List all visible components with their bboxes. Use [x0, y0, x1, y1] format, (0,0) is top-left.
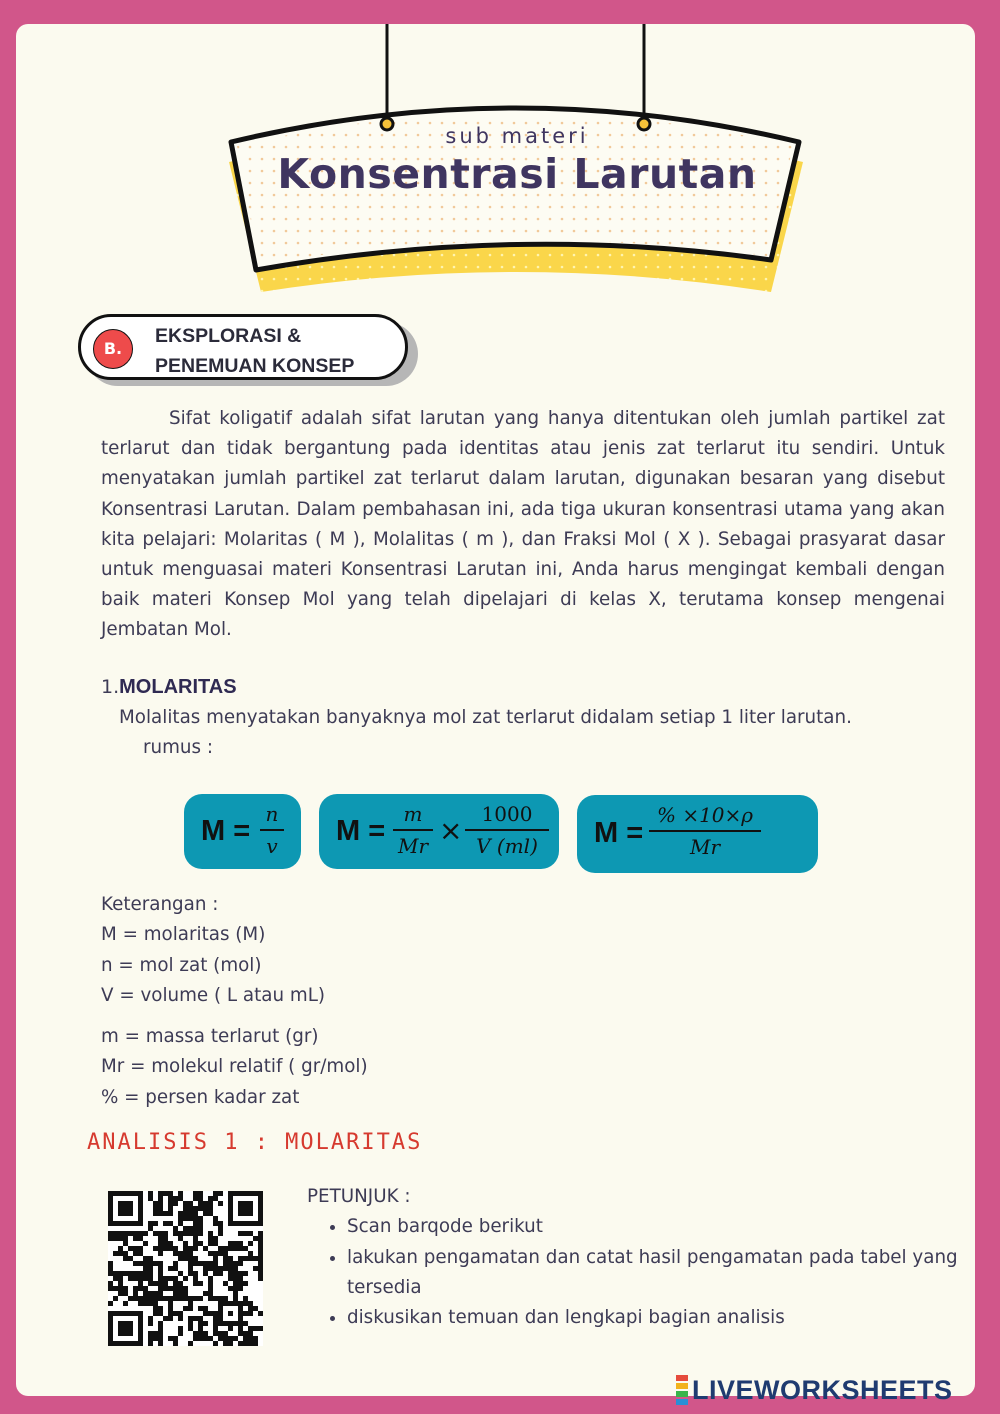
- keterangan-block-1: [101, 890, 325, 1012]
- qr-code-graphic: [108, 1191, 263, 1346]
- petunjuk-label: PETUNJUK :: [307, 1186, 411, 1207]
- qr-code[interactable]: [108, 1191, 263, 1346]
- analisis-title: ANALISIS 1 : MOLARITAS: [87, 1130, 423, 1155]
- section-title-line2: PENEMUAN KONSEP: [155, 355, 355, 377]
- list-item: • diskusikan temuan dan lengkapi bagian analisis: [347, 1303, 967, 1333]
- formula-3-denominator: Mr: [689, 835, 721, 859]
- formula-1-fraction: [260, 802, 284, 858]
- intro-paragraph: Sifat koligatif adalah sifat larutan yang hanya ditentukan oleh jumlah partikel zat terlarut dan tidak bergantung pada identitas atau jenis zat terlarut itu sendiri. Untuk menyatakan jumlah partikel zat terlarut dalam larutan, digunakan besaran yang disebut Konsentrasi Larutan. Dalam pembahasan ini, ada tiga ukuran konsentrasi utama yang akan kita pelajari: Molaritas ( M ), Molalitas ( m ), dan Fraksi Mol ( X ). Sebagai prasyarat dasar untuk menguasai materi Konsentrasi Larutan ini, Anda harus mengingat kembali dengan baik materi Konsep Mol yang telah dipelajari di kelas X, terutama konsep mengenai Jembatan Mol.: [101, 408, 945, 641]
- formula-box-1: [184, 794, 301, 869]
- liveworksheets-text: LIVEWORKSHEETS: [692, 1374, 953, 1405]
- section-pill: [78, 314, 408, 380]
- liveworksheets-logo: [676, 1375, 953, 1405]
- keterangan-block-2: [101, 1022, 368, 1113]
- petunjuk-block: [307, 1182, 967, 1333]
- petunjuk-list: [307, 1212, 967, 1333]
- worksheet-page: [16, 24, 975, 1396]
- molaritas-title: MOLARITAS: [119, 676, 237, 698]
- banner-title: Konsentrasi Larutan: [277, 150, 757, 198]
- formula-2-numerator-2: 1000: [481, 802, 533, 826]
- formula-2-fraction-2: [465, 802, 549, 858]
- keterangan-item: % = persen kadar zat: [101, 1086, 300, 1108]
- list-item: • lakukan pengamatan dan catat hasil pengamatan pada tabel yang tersedia: [347, 1243, 967, 1304]
- formula-2-denominator-1: Mr: [397, 834, 429, 858]
- formula-box-3: [577, 795, 818, 873]
- formula-2-denominator-2: V (ml): [476, 834, 538, 858]
- molaritas-heading: [101, 676, 237, 699]
- banner-subtitle: sub materi: [445, 124, 589, 148]
- formula-1-denominator: v: [266, 834, 278, 858]
- formula-2-lhs: M =: [336, 815, 386, 847]
- section-badge: B.: [93, 329, 133, 369]
- liveworksheets-icon: [676, 1374, 688, 1406]
- keterangan-item: Mr = molekul relatif ( gr/mol): [101, 1056, 368, 1078]
- formula-3-fraction: [649, 803, 761, 859]
- formula-1-numerator: n: [265, 802, 279, 826]
- keterangan-label: Keterangan :: [101, 894, 219, 915]
- list-item: • Scan barqode berikut: [347, 1212, 967, 1242]
- title-banner: [211, 24, 823, 324]
- section-title-line1: EKSPLORASI &: [155, 325, 302, 347]
- keterangan-item: n = mol zat (mol): [101, 954, 262, 976]
- molaritas-description: Molalitas menyatakan banyaknya mol zat terlarut didalam setiap 1 liter larutan.: [119, 707, 852, 728]
- formula-3-numerator: % ×10×ρ: [656, 803, 754, 827]
- formula-1-lhs: M =: [201, 815, 251, 847]
- formula-2-fraction-1: [393, 802, 433, 858]
- formula-2-numerator-1: m: [403, 802, 423, 826]
- formula-box-2: [319, 794, 559, 869]
- formula-2-operator: ×: [439, 814, 463, 847]
- molaritas-number: 1.: [101, 676, 120, 698]
- keterangan-item: V = volume ( L atau mL): [101, 985, 326, 1007]
- keterangan-item: M = molaritas (M): [101, 924, 266, 946]
- section-title: [155, 321, 405, 381]
- formula-3-lhs: M =: [594, 817, 644, 849]
- keterangan-item: m = massa terlarut (gr): [101, 1026, 319, 1047]
- rumus-label: rumus :: [143, 737, 213, 758]
